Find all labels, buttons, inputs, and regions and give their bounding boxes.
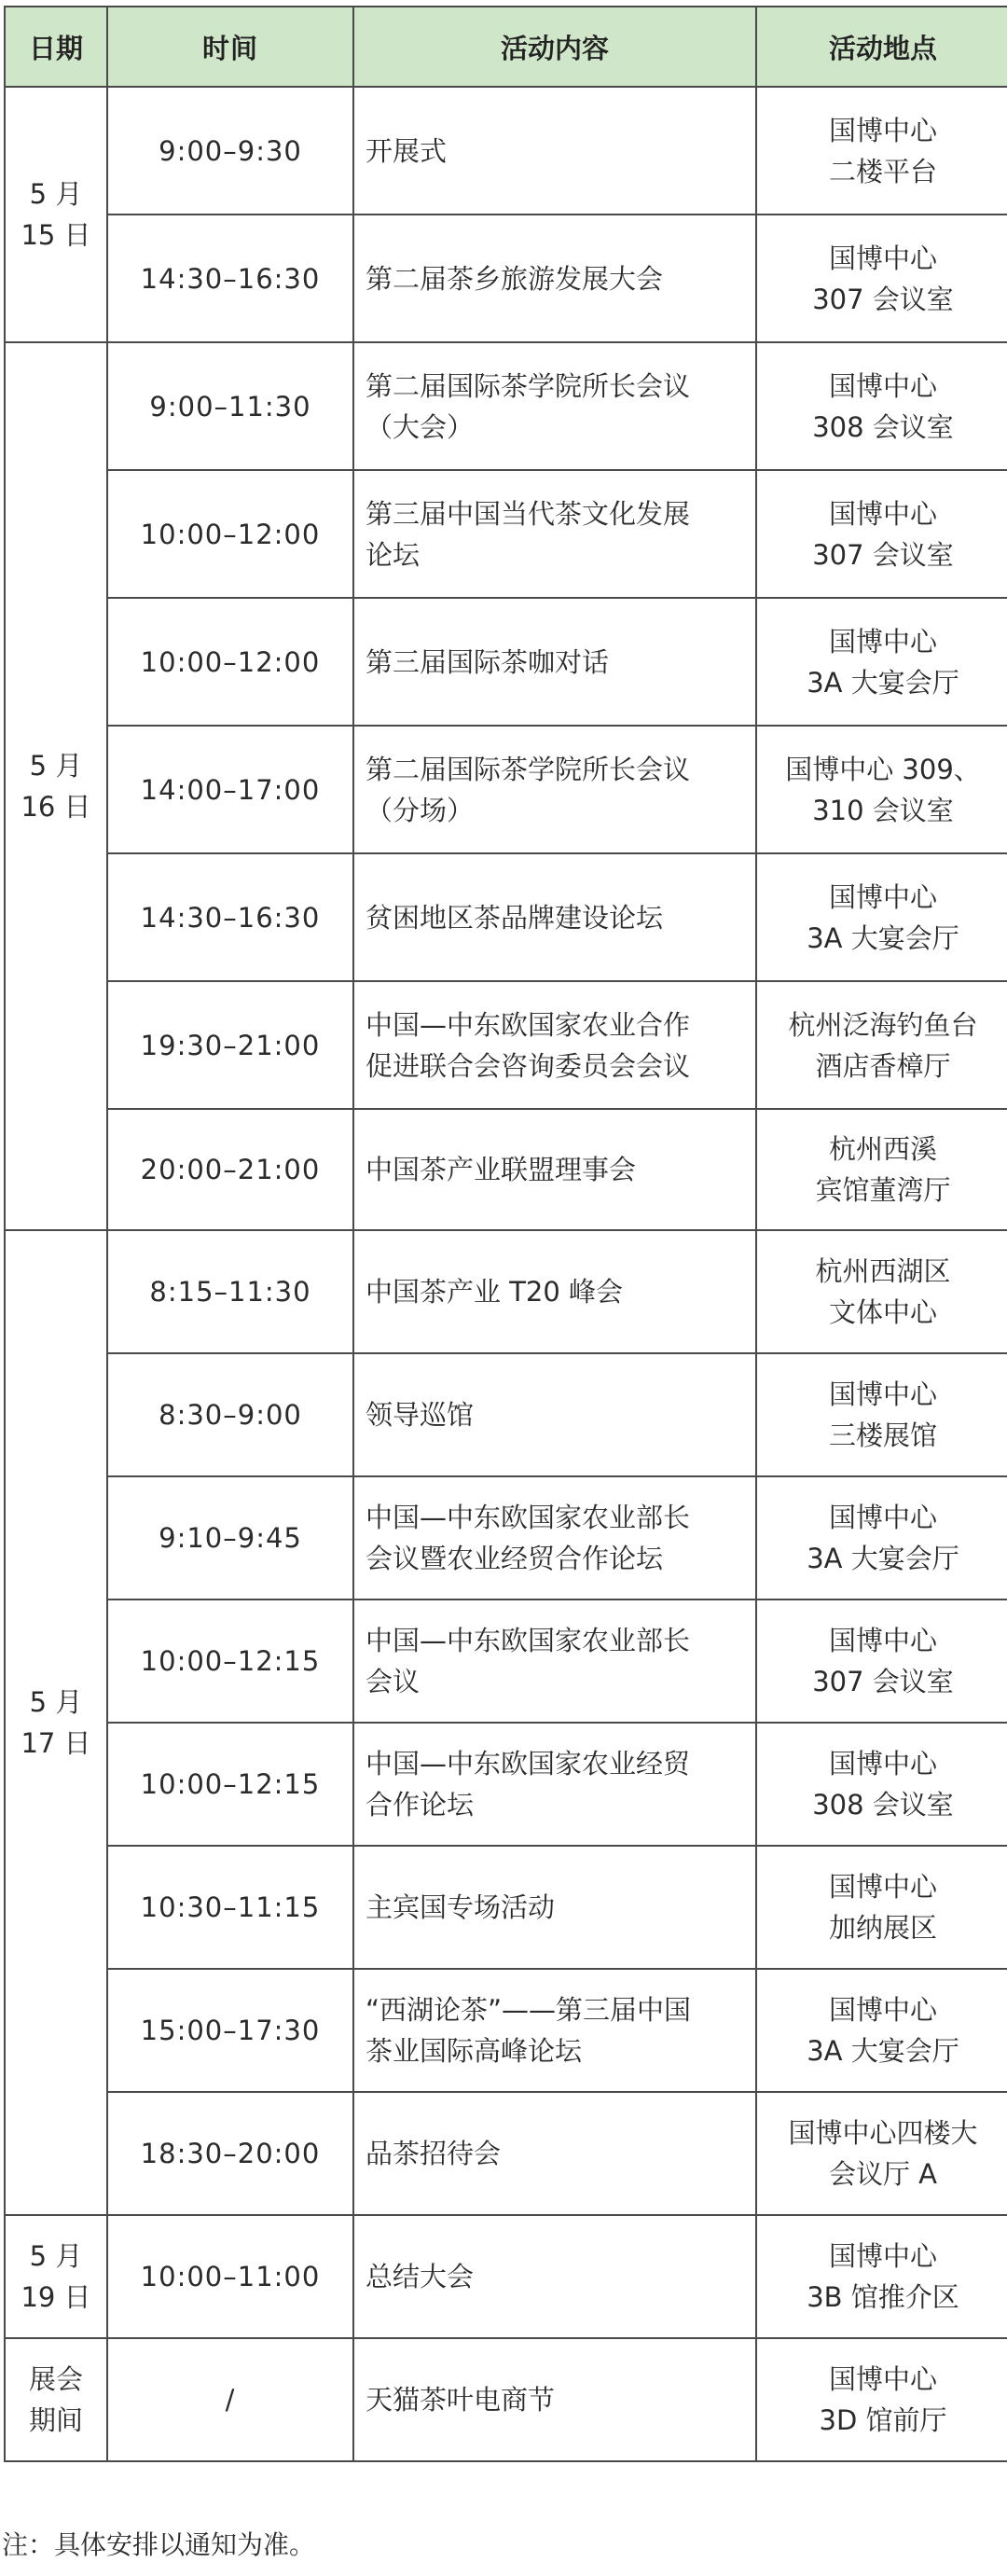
time-cell: 20:00–21:00	[107, 1109, 353, 1230]
table-row	[5, 598, 1007, 726]
time-cell: 10:00–12:00	[107, 598, 353, 726]
table-row	[5, 1600, 1007, 1723]
location-cell: 国博中心 3A 大宴会厅	[756, 853, 1007, 981]
location-cell: 国博中心 三楼展馆	[756, 1353, 1007, 1476]
table-row	[5, 1476, 1007, 1600]
location-cell: 国博中心 307 会议室	[756, 470, 1007, 598]
time-cell: 14:00–17:00	[107, 726, 353, 853]
time-cell: /	[107, 2338, 353, 2461]
table-row	[5, 981, 1007, 1109]
location-cell: 国博中心四楼大 会议厅 A	[756, 2092, 1007, 2215]
activity-cell: 中国—中东欧国家农业经贸 合作论坛	[353, 1723, 756, 1846]
activity-cell: 中国—中东欧国家农业部长 会议	[353, 1600, 756, 1723]
activity-cell: 中国—中东欧国家农业部长 会议暨农业经贸合作论坛	[353, 1476, 756, 1600]
date-cell: 5 月 19 日	[5, 2215, 107, 2338]
footnote: 注：具体安排以通知为准。	[2, 2529, 316, 2560]
location-cell: 国博中心 3A 大宴会厅	[756, 1969, 1007, 2092]
date-cell: 5 月 15 日	[5, 87, 107, 342]
location-cell: 国博中心 加纳展区	[756, 1846, 1007, 1969]
activity-cell: 天猫茶叶电商节	[353, 2338, 756, 2461]
time-cell: 10:30–11:15	[107, 1846, 353, 1969]
table-row	[5, 1969, 1007, 2092]
time-cell: 15:00–17:30	[107, 1969, 353, 2092]
activity-cell: 中国茶产业联盟理事会	[353, 1109, 756, 1230]
location-cell: 国博中心 3B 馆推介区	[756, 2215, 1007, 2338]
location-cell: 杭州泛海钓鱼台 酒店香樟厅	[756, 981, 1007, 1109]
time-cell: 10:00–11:00	[107, 2215, 353, 2338]
header-date: 日期	[5, 7, 107, 87]
header-time: 时间	[107, 7, 353, 87]
location-cell: 国博中心 307 会议室	[756, 1600, 1007, 1723]
time-cell: 18:30–20:00	[107, 2092, 353, 2215]
time-cell: 10:00–12:15	[107, 1723, 353, 1846]
table-row	[5, 87, 1007, 215]
activity-cell: 总结大会	[353, 2215, 756, 2338]
header-location: 活动地点	[756, 7, 1007, 87]
table-row	[5, 1230, 1007, 1353]
activity-cell: 第三届国际茶咖对话	[353, 598, 756, 726]
table-row	[5, 2338, 1007, 2461]
location-cell: 国博中心 3A 大宴会厅	[756, 598, 1007, 726]
time-cell: 14:30–16:30	[107, 215, 353, 342]
activity-cell: 第三届中国当代茶文化发展 论坛	[353, 470, 756, 598]
time-cell: 14:30–16:30	[107, 853, 353, 981]
table-row	[5, 215, 1007, 342]
table-row	[5, 342, 1007, 470]
location-cell: 国博中心 3A 大宴会厅	[756, 1476, 1007, 1600]
schedule-body	[5, 87, 1007, 2461]
table-row	[5, 2215, 1007, 2338]
time-cell: 9:00–9:30	[107, 87, 353, 215]
activity-cell: 领导巡馆	[353, 1353, 756, 1476]
activity-cell: 主宾国专场活动	[353, 1846, 756, 1969]
table-row	[5, 1846, 1007, 1969]
location-cell: 杭州西湖区 文体中心	[756, 1230, 1007, 1353]
location-cell: 国博中心 307 会议室	[756, 215, 1007, 342]
time-cell: 9:10–9:45	[107, 1476, 353, 1600]
activity-cell: 中国—中东欧国家农业合作 促进联合会咨询委员会会议	[353, 981, 756, 1109]
header-activity: 活动内容	[353, 7, 756, 87]
time-cell: 9:00–11:30	[107, 342, 353, 470]
location-cell: 国博中心 3D 馆前厅	[756, 2338, 1007, 2461]
time-cell: 10:00–12:00	[107, 470, 353, 598]
location-cell: 国博中心 308 会议室	[756, 1723, 1007, 1846]
activity-cell: 中国茶产业 T20 峰会	[353, 1230, 756, 1353]
table-row	[5, 470, 1007, 598]
activity-cell: 开展式	[353, 87, 756, 215]
schedule-table	[4, 6, 1007, 2462]
activity-cell: 贫困地区茶品牌建设论坛	[353, 853, 756, 981]
location-cell: 国博中心 309、 310 会议室	[756, 726, 1007, 853]
time-cell: 10:00–12:15	[107, 1600, 353, 1723]
table-row	[5, 853, 1007, 981]
time-cell: 19:30–21:00	[107, 981, 353, 1109]
date-cell: 展会 期间	[5, 2338, 107, 2461]
activity-cell: 第二届国际茶学院所长会议 （大会）	[353, 342, 756, 470]
date-cell: 5 月 17 日	[5, 1230, 107, 2215]
time-cell: 8:15–11:30	[107, 1230, 353, 1353]
activity-cell: 品茶招待会	[353, 2092, 756, 2215]
activity-cell: “西湖论茶”——第三届中国 茶业国际高峰论坛	[353, 1969, 756, 2092]
location-cell: 国博中心 二楼平台	[756, 87, 1007, 215]
location-cell: 杭州西溪 宾馆董湾厅	[756, 1109, 1007, 1230]
table-row	[5, 2092, 1007, 2215]
date-cell: 5 月 16 日	[5, 342, 107, 1230]
activity-cell: 第二届茶乡旅游发展大会	[353, 215, 756, 342]
header-row	[5, 7, 1007, 87]
location-cell: 国博中心 308 会议室	[756, 342, 1007, 470]
table-row	[5, 1353, 1007, 1476]
time-cell: 8:30–9:00	[107, 1353, 353, 1476]
table-row	[5, 1109, 1007, 1230]
table-row	[5, 726, 1007, 853]
table-row	[5, 1723, 1007, 1846]
activity-cell: 第二届国际茶学院所长会议 （分场）	[353, 726, 756, 853]
